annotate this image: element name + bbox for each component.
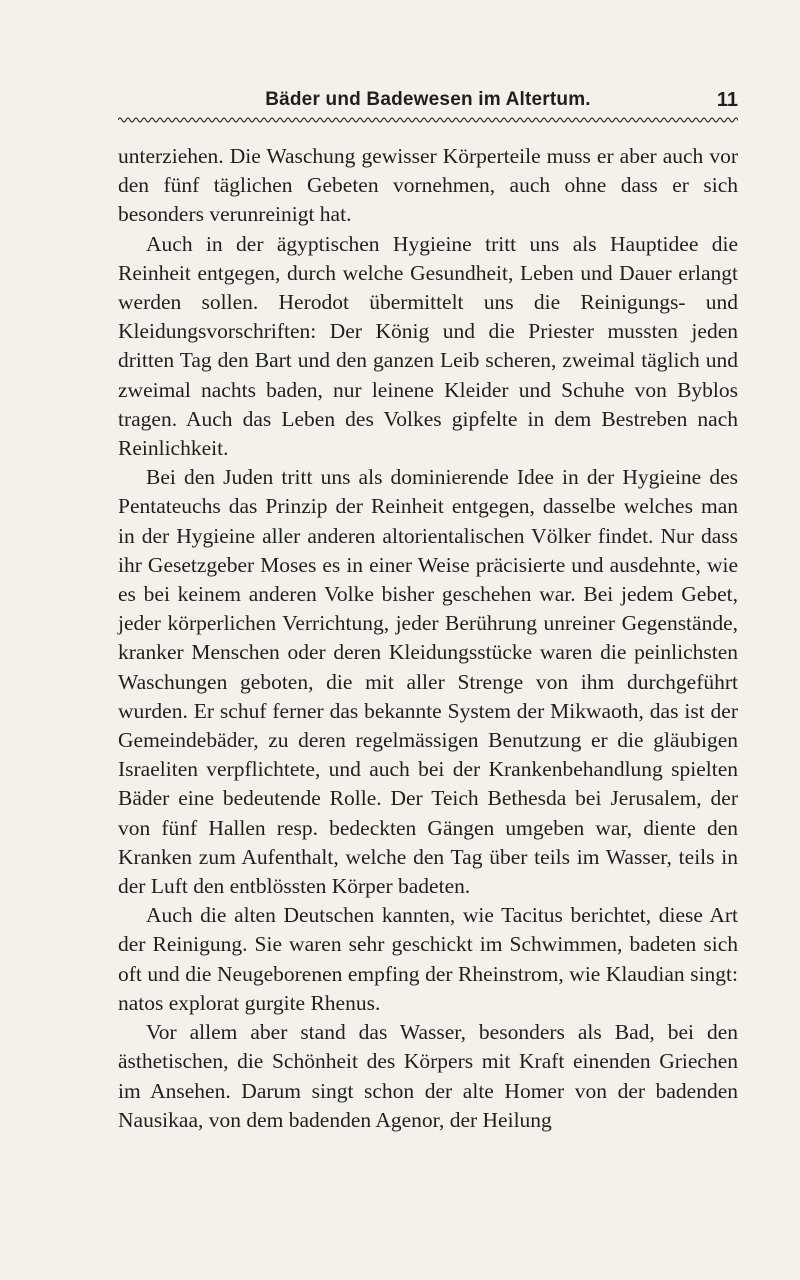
- running-head: [118, 86, 738, 114]
- paragraph-continuation: unterziehen. Die Waschung gewisser Körperteile muss er aber auch vor den fünf täglichen Gebeten vornehmen, auch ohne dass er sich besonders verunreinigt hat.: [118, 144, 738, 227]
- running-title: Bäder und Badewesen im Altertum.: [265, 89, 591, 110]
- page-number: 11: [716, 89, 738, 111]
- paragraph-egypt: Auch in der ägyptischen Hygieine tritt uns als Hauptidee die Reinheit entgegen, durch welche Gesundheit, Leben und Dauer erlangt werden sollen. Herodot übermittelt uns die Reinigungs- und Kleidungsvorschriften: Der König und die Priester mussten jeden dritten Tag den Bart und den ganzen Leib scheren, zweimal täglich und zweimal nachts baden, nur leinene Kleider und Schuhe von Byblos tragen. Auch das Leben des Volkes gipfelte in dem Bestreben nach Reinlichkeit.: [118, 231, 738, 461]
- paragraph-greeks: Vor allem aber stand das Wasser, besonders als Bad, bei den ästhetischen, die Schönheit des Körpers mit Kraft einenden Griechen im Ansehen. Darum singt schon der alte Homer von der badenden Nausikaa, von dem badenden Agenor, der Heilung: [118, 1020, 738, 1132]
- paragraph-jews: Bei den Juden tritt uns als dominierende Idee in der Hygieine des Pentateuchs das Prinzip der Reinheit entgegen, dasselbe welches man in der Hygieine aller anderen altorientalischen Völker findet. Nur dass ihr Gesetzgeber Moses es in einer Weise präcisierte und ausdehnte, wie es bei keinem anderen Volke bisher geschehen war. Bei jedem Gebet, jeder körperlichen Verrichtung, jeder Berührung unreiner Gegenstände, kranker Menschen oder deren Kleidungsstücke waren die peinlichsten Waschungen geboten, die mit aller Strenge von ihm durchgeführt wurden. Er schuf ferner das bekannte System der Mikwaoth, das ist der Gemeindebäder, zu deren regelmässigen Benutzung er die gläubigen Israeliten verpflichtete, und auch bei der Krankenbehandlung spielten Bäder eine bedeutende Rolle. Der Teich Bethesda bei Jerusalem, der von fünf Hallen resp. bedeckten Gängen umgeben war, diente den Kranken zum Aufenthalt, welche den Tag über teils im Wasser, teils in der Luft den entblössten Körper badeten.: [118, 465, 738, 899]
- body-text: [118, 142, 738, 1135]
- wavy-rule-divider: [118, 115, 738, 125]
- paragraph-germans: Auch die alten Deutschen kannten, wie Tacitus berichtet, diese Art der Reinigung. Sie waren sehr geschickt im Schwimmen, badeten sich oft und die Neugeborenen empfing der Rheinstrom, wie Klaudian singt: natos explorat gurgite Rhenus.: [118, 903, 738, 1015]
